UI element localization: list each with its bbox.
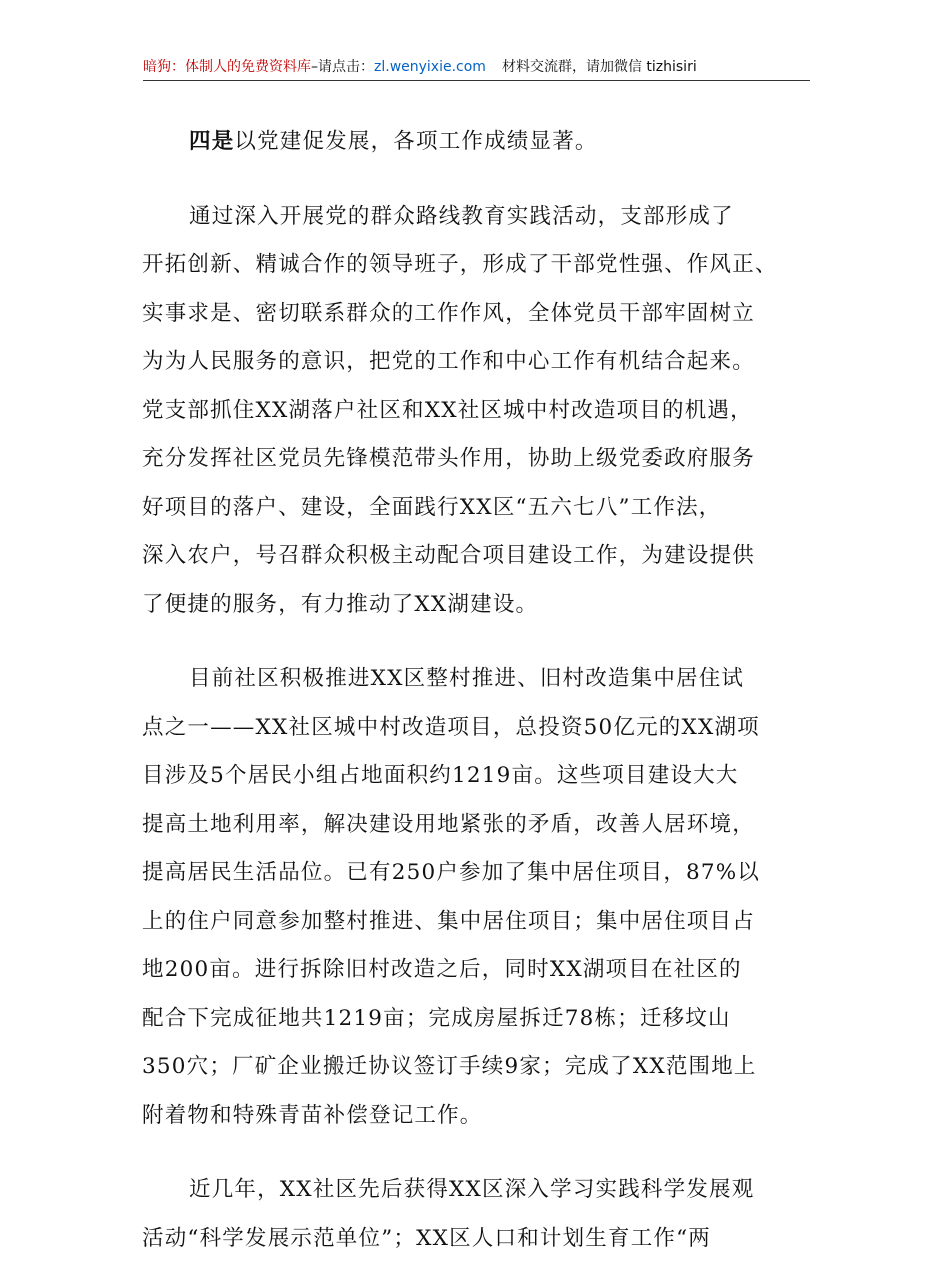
header-title: 暗狗：体制人的免费资料库 bbox=[143, 56, 311, 76]
paragraph-line: 好项目的落户、建设，全面践行XX区“五六七八”工作法， bbox=[142, 484, 822, 533]
paragraph-line: 地200亩。进行拆除旧村改造之后，同时XX湖项目在社区的 bbox=[142, 946, 822, 995]
page-header bbox=[143, 56, 810, 81]
paragraph-line: 实事求是、密切联系群众的工作作风，全体党员干部牢固树立 bbox=[142, 290, 822, 339]
paragraph-line: 配合下完成征地共1219亩；完成房屋拆迁78栋；迁移坟山 bbox=[142, 995, 822, 1044]
paragraph-line: 提高土地利用率，解决建设用地紧张的矛盾，改善人居环境， bbox=[142, 801, 822, 850]
paragraph-text: 以党建促发展，各项工作成绩显著。 bbox=[234, 129, 597, 154]
paragraph-line: 充分发挥社区党员先锋模范带头作用，协助上级党委政府服务 bbox=[142, 435, 822, 484]
paragraph-line: 党支部抓住XX湖落户社区和XX社区城中村改造项目的机遇， bbox=[142, 387, 822, 436]
paragraph-line: 开拓创新、精诚合作的领导班子，形成了干部党性强、作风正、 bbox=[142, 241, 822, 290]
paragraph-line: 点之一——XX社区城中村改造项目，总投资50亿元的XX湖项 bbox=[142, 704, 822, 753]
paragraph-line: 通过深入开展党的群众路线教育实践活动，支部形成了 bbox=[142, 193, 822, 242]
paragraph-line bbox=[142, 118, 822, 167]
paragraph-line: 提高居民生活品位。已有250户参加了集中居住项目，87%以 bbox=[142, 849, 822, 898]
document-body bbox=[142, 118, 822, 1263]
paragraph-lead: 四是 bbox=[189, 129, 234, 154]
paragraph-line: 为为人民服务的意识，把党的工作和中心工作有机结合起来。 bbox=[142, 338, 822, 387]
paragraph-line: 近几年，XX社区先后获得XX区深入学习实践科学发展观 bbox=[142, 1166, 822, 1215]
paragraph-line: 350穴；厂矿企业搬迁协议签订手续9家；完成了XX范围地上 bbox=[142, 1043, 822, 1092]
paragraph-line: 附着物和特殊青苗补偿登记工作。 bbox=[142, 1092, 822, 1141]
header-wechat-text: 材料交流群，请加微信 tizhisiri bbox=[502, 56, 697, 76]
paragraph-line: 深入农户，号召群众积极主动配合项目建设工作，为建设提供 bbox=[142, 532, 822, 581]
paragraph-line: 活动“科学发展示范单位”；XX区人口和计划生育工作“两 bbox=[142, 1215, 822, 1263]
header-link[interactable]: zl.wenyixie.com bbox=[374, 59, 486, 75]
header-click-prompt: –请点击： bbox=[311, 56, 374, 76]
paragraph-line: 目前社区积极推进XX区整村推进、旧村改造集中居住试 bbox=[142, 655, 822, 704]
paragraph-line: 上的住户同意参加整村推进、集中居住项目；集中居住项目占 bbox=[142, 898, 822, 947]
paragraph-line: 目涉及5个居民小组占地面积约1219亩。这些项目建设大大 bbox=[142, 752, 822, 801]
paragraph-line: 了便捷的服务，有力推动了XX湖建设。 bbox=[142, 581, 822, 630]
